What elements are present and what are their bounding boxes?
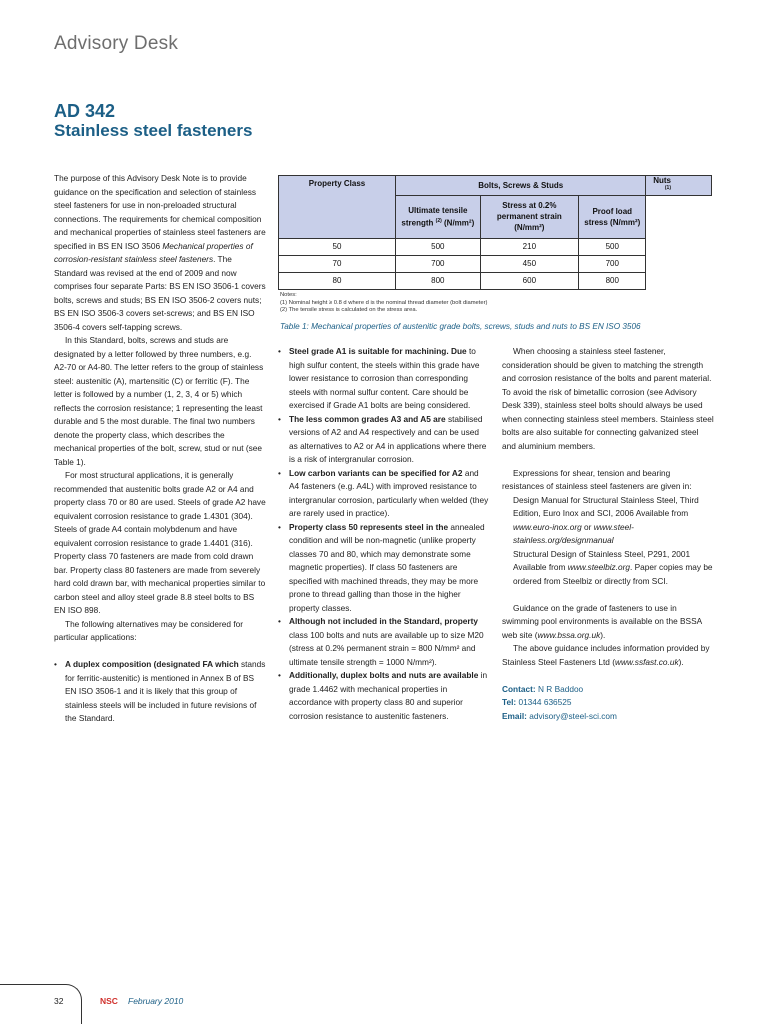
article-number: AD 342 <box>54 101 116 121</box>
bullet-item: • Steel grade A1 is suitable for machining. Due to high sulfur content, the steels within this grade have lower resistance to corrosion than corresponding steels with normal sulfur content. Care should be exercised if Grade A1 bolts are being considered. <box>278 346 480 410</box>
bullet-lead: Steel grade A1 is suitable for machining. Due <box>289 346 467 356</box>
cell-proof: 700 <box>579 255 646 272</box>
proof-label: Proof load stress (N/mm <box>584 206 635 227</box>
bullet-item: • The less common grades A3 and A5 are stabilised versions of A2 and A4 respectively and can be used as alternatives to A2 or A4 in applications where there is a risk of intergranular corrosion. <box>278 413 487 464</box>
email-link[interactable]: advisory@steel-sci.com <box>529 710 617 721</box>
ref-text: . Paper copies may be ordered from Steelbiz or directly from SCI. <box>513 562 713 586</box>
bullet-lead: Although not included in the Standard, property <box>289 616 478 626</box>
bullet-item: • A duplex composition (designated FA which stands for ferritic-austenitic) is mentioned in Annex B of BS EN ISO 3506-1 and it is likely that this group of stainless steels will be included in future revisions of the Standard. <box>54 659 266 723</box>
intro-paragraph <box>54 172 266 334</box>
table-row <box>279 272 712 289</box>
tel-line <box>502 696 714 710</box>
ssfast-link[interactable]: www.ssfast.co.uk <box>614 656 679 667</box>
bullet-text: annealed condition and will be non-magnetic (unlike property classes 70 and 80, which may demonstrate some magnetic properties). If class 50 fasteners are specified with machined threads, they may be more prone to thread galling than those in the higher property classes. <box>289 521 485 613</box>
cell-class: 50 <box>279 238 396 255</box>
contact-label: Contact: <box>502 683 536 694</box>
para-text: Guidance on the grade of fasteners to use in swimming pool environments is available on the BSSA web site ( <box>502 602 702 640</box>
paragraph: Expressions for shear, tension and bearing resistances of stainless steel fasteners are given in: <box>502 467 692 491</box>
article-title: Stainless steel fasteners <box>54 121 253 140</box>
unit-close: ²) <box>539 223 545 233</box>
bssa-link[interactable]: www.bssa.org.uk <box>537 629 601 640</box>
reference-item <box>502 548 714 589</box>
page-number: 32 <box>54 996 64 1006</box>
text-column-1 <box>54 172 266 726</box>
footer-page-tab <box>0 984 82 1024</box>
ref-text: or <box>581 521 594 532</box>
uts-label: Ultimate tensile strength <box>401 205 468 228</box>
paragraph: When choosing a stainless steel fastener, consideration should be given to matching the strength and corrosion resistance of the bolts and parent material. To avoid the risk of bimetallic corrosion (see Advisory Desk 339), stainless steel bolts should always be used when connecting stainless steel members. Stainless steel bolts are also suitable for connecting galvanized steel and aluminium members. <box>502 346 714 451</box>
tel-label: Tel: <box>502 697 517 707</box>
section-header: Advisory Desk <box>54 33 179 54</box>
text-column-3 <box>502 345 714 723</box>
stress-label: Stress at 0.2% permanent strain (N/mm <box>496 201 562 233</box>
bullet-lead: The less common grades A3 and A5 are <box>289 413 446 424</box>
bullet-text: to high sulfur content, the steels within this grade have lower resistance to corrosion than corresponding steels with normal sulfur content. Care should be exercised if Grade A1 bolts are being considered. <box>289 346 480 410</box>
bullet-lead: Additionally, duplex bolts and nuts are available <box>289 670 479 680</box>
th-bolts-group: Bolts, Screws & Studs <box>396 176 646 196</box>
bullet-item: • Although not included in the Standard, property class 100 bolts and nuts are available up to size M20 (stress at 0.2% permanent strain = 800 N/mm² and ultimate tensile strength = 1000 N/mm²). <box>278 616 484 667</box>
reference-item <box>502 494 714 548</box>
tel-value: 01344 636525 <box>518 697 572 707</box>
nuts-label: Nuts <box>653 176 671 185</box>
uts-sup: (2) <box>435 217 442 224</box>
bullet-lead: A duplex composition (designated FA which <box>65 659 239 669</box>
bullet-text: class 100 bolts and nuts are available up to size M20 (stress at 0.2% permanent strain = 800 N/mm² and ultimate tensile strength = 1000 N/mm²). <box>289 629 484 667</box>
bullet-text: stabilised versions of A2 and A4 respectively and can be used as alternatives to A2 or A4 in applications where there is a risk of intergranular corrosion. <box>289 413 487 464</box>
paragraph: In this Standard, bolts, screws and studs are designated by a letter followed by three numbers, e.g. A2-70 or A4-80. The letter refers to the group of stainless steel: austenitic (A), martensitic (C) or ferritic (F). The letter is followed by a number (1, 2, 3, 4 or 5) which reflects the corrosion resistance; 1 representing the least durable and 5 the most durable. The final two numbers denote the property class, which describes the mechanical properties of the bolt, screw, stud or nut (see Table 1). <box>54 335 264 467</box>
bullet-text: in grade 1.4462 with mechanical properties in accordance with property class 80 and superior corrosion resistance to austenitic fasteners. <box>289 670 488 721</box>
notes-title: Notes: <box>280 292 297 298</box>
text-column-2 <box>278 345 490 723</box>
paragraph: The following alternatives may be considered for particular applications: <box>54 618 244 642</box>
bullet-lead: Property class 50 represents steel in the <box>289 521 449 532</box>
ref-text: Structural Design of Stainless Steel, P291, 2001 Available from <box>513 548 691 572</box>
table-caption: Table 1: Mechanical properties of austenitic grade bolts, screws, studs and nuts to BS EN ISO 3506 <box>280 322 641 331</box>
bullet-item: • Additionally, duplex bolts and nuts are available in grade 1.4462 with mechanical properties in accordance with property class 80 and superior corrosion resistance to austenitic fasteners. <box>278 670 488 721</box>
contact-line <box>502 683 714 697</box>
th-nuts-group <box>646 176 712 196</box>
standard-title: Mechanical properties of corrosion-resistant stainless steel fasteners <box>54 240 253 264</box>
publication-brand: NSC <box>100 996 118 1006</box>
ref-link[interactable]: www.steel-stainless.org/designmanual <box>513 521 634 545</box>
cell-stress: 450 <box>480 255 578 272</box>
bullet-text: stands for ferritic-austenitic) is mentioned in Annex B of BS EN ISO 3506-1 and it is likely that this group of stainless steels will be included in future revisions of the Standard. <box>65 659 266 723</box>
para-text: ). <box>678 656 684 667</box>
table-row <box>279 238 712 255</box>
cell-class: 70 <box>279 255 396 272</box>
bullet-item: • Property class 50 represents steel in the annealed condition and will be non-magnetic (unlike property classes 70 and 80, which may demonstrate some magnetic properties). If class 50 fasteners are specified with machined threads, they may be more prone to thread galling than those in the higher property classes. <box>278 521 485 613</box>
cell-uts: 500 <box>396 238 481 255</box>
cell-class: 80 <box>279 272 396 289</box>
cell-stress: 600 <box>480 272 578 289</box>
contact-name: N R Baddoo <box>537 683 584 694</box>
para-text: ). <box>600 629 606 640</box>
ref-text: Design Manual for Structural Stainless Steel, Third Edition, Euro Inox and SCI, 2006 Available from <box>513 494 699 518</box>
bullet-item: • Low carbon variants can be specified for A2 and A4 fasteners (e.g. A4L) with improved resistance to intergranular corrosion, particularly when welded (they are rarely used in practice). <box>278 467 489 518</box>
paragraph <box>502 642 714 669</box>
uts-unit: (N/mm <box>444 218 469 228</box>
ref-link[interactable]: www.euro-inox.org <box>513 521 582 532</box>
email-line <box>502 710 714 724</box>
note-1: (1) Nominal height ≥ 0.8 d where d is the nominal thread diameter (bolt diameter) <box>280 299 488 306</box>
paragraph <box>502 602 714 643</box>
table-row <box>279 255 712 272</box>
cell-uts: 700 <box>396 255 481 272</box>
intro-text: The purpose of this Advisory Desk Note is to provide guidance on the specification and selection of stainless steel fasteners for use in non-preloaded structural connections. The requirements for chemical composition and mechanical properties of stainless steel fasteners are specified in BS EN ISO 3506 <box>54 173 266 251</box>
th-proof <box>579 195 646 238</box>
cell-proof: 800 <box>579 272 646 289</box>
email-label: Email: <box>502 710 527 721</box>
th-uts <box>396 195 481 238</box>
nuts-sup: (1) <box>664 185 671 191</box>
issue-date: February 2010 <box>128 996 184 1006</box>
bullet-text: and A4 fasteners (e.g. A4L) with improved resistance to intergranular corrosion, particularly when welded (they are rarely used in practice). <box>289 467 489 518</box>
bullet-lead: Low carbon variants can be specified for A2 <box>289 467 463 478</box>
paragraph: For most structural applications, it is generally recommended that austenitic bolts grade A2 or A4 and property class 70 or 80 are used. Steels of grade A2 have equivalent corrosion resistance to grade 1.4301 (304). Steels of grade A4 contain molybdenum and have equivalent corrosion resistance to grade 1.4401 (316). Property class 70 fasteners are made from cold drawn bar. Property class 80 fasteners are made from severely hard cold drawn bar, with mechanical properties similar to carbon steel and alloy steel grade 8.8 steel bolts to BS EN ISO 898. <box>54 470 266 615</box>
table-notes <box>280 292 487 315</box>
unit-close: ²) <box>468 218 475 228</box>
unit-close: ²) <box>634 217 641 227</box>
cell-proof: 500 <box>579 238 646 255</box>
cell-stress: 210 <box>480 238 578 255</box>
ref-link[interactable]: www.steelbiz.org <box>567 562 630 572</box>
intro-text-cont: . The Standard was revised at the end of 2009 and now comprises four separate Parts: BS EN ISO 3506-1 covers bolts, screws and studs; BS EN ISO 3506-2 covers nuts; BS EN ISO 3506-3 covers set-screws; and BS EN ISO 3506-4 covers self-tapping screws. <box>54 254 266 332</box>
cell-uts: 800 <box>396 272 481 289</box>
properties-table <box>278 175 712 290</box>
th-property-class: Property Class <box>279 176 396 239</box>
note-2: (2) The tensile stress is calculated on the stress area. <box>280 307 418 313</box>
para-text: The above guidance includes information provided by Stainless Steel Fasteners Ltd ( <box>502 643 710 667</box>
th-stress <box>480 195 578 238</box>
